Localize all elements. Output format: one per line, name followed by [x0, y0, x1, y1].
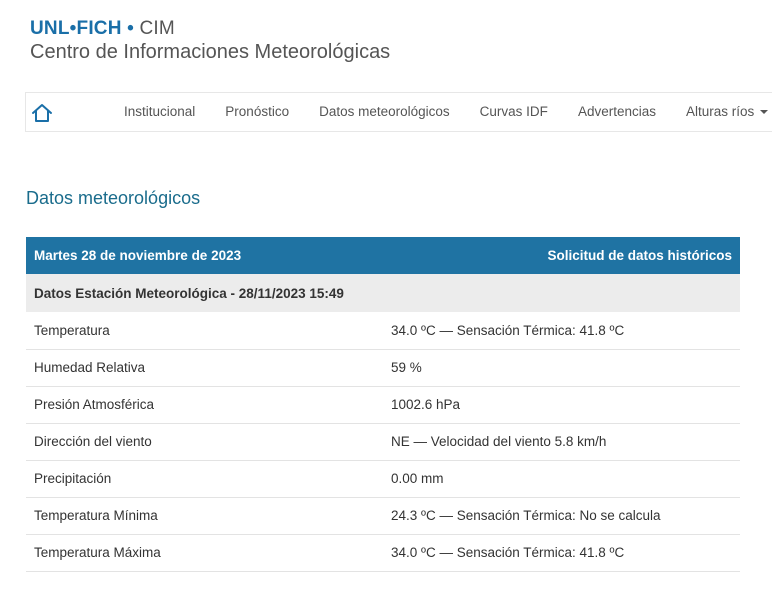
- table-row: [26, 312, 740, 349]
- row-value: 59 %: [391, 360, 422, 375]
- nav-item-alturas-rios[interactable]: [671, 93, 772, 131]
- row-label: Humedad Relativa: [34, 360, 146, 375]
- site-logo[interactable]: [30, 18, 390, 64]
- row-label: Presión Atmosférica: [34, 397, 155, 412]
- nav-item-alturas-rios-label: Alturas ríos: [685, 104, 755, 119]
- row-value: NE — Velocidad del viento 5.8 km/h: [391, 434, 607, 449]
- station-header: Datos Estación Meteorológica - 28/11/2023 15:49: [34, 285, 344, 301]
- row-value: 34.0 ºC — Sensación Térmica: 41.8 ºC: [391, 545, 625, 560]
- table-row: [26, 460, 740, 497]
- nav-item-curvas-idf[interactable]: Curvas IDF: [479, 104, 548, 119]
- row-value: 34.0 ºC — Sensación Térmica: 41.8 ºC: [391, 322, 625, 338]
- nav-item-institucional[interactable]: Institucional: [124, 104, 196, 119]
- table-row: [26, 386, 740, 423]
- logo-unl: UNL: [30, 18, 70, 39]
- page-title: Datos meteorológicos: [26, 188, 201, 208]
- row-label: Temperatura: [34, 322, 110, 338]
- logo-mark: [30, 18, 390, 40]
- row-label: Precipitación: [34, 471, 112, 486]
- row-value: 24.3 ºC — Sensación Térmica: No se calcula: [391, 508, 661, 523]
- logo-cim: CIM: [139, 18, 175, 39]
- nav-item-pronostico[interactable]: Pronóstico: [225, 104, 290, 119]
- home-icon[interactable]: [31, 103, 53, 123]
- logo-fich: FICH: [76, 18, 122, 39]
- table-row: [26, 349, 740, 386]
- row-label: Temperatura Máxima: [34, 545, 161, 560]
- history-request-link[interactable]: Solicitud de datos históricos: [547, 248, 732, 263]
- logo-subtitle: Centro de Informaciones Meteorológicas: [30, 41, 391, 63]
- row-label: Dirección del viento: [34, 434, 152, 449]
- table-header-row: [26, 237, 740, 274]
- table-date: Martes 28 de noviembre de 2023: [34, 248, 242, 263]
- table-row: [26, 423, 740, 460]
- row-value: 1002.6 hPa: [391, 397, 461, 412]
- nav-menu: [109, 93, 772, 131]
- table-row: [26, 497, 740, 534]
- main-navbar: [25, 92, 772, 132]
- chevron-down-icon: [760, 110, 768, 114]
- table-row: [26, 534, 740, 571]
- weather-data-table: [26, 237, 740, 572]
- logo-separator: •: [69, 18, 77, 39]
- station-header-row: [26, 274, 740, 312]
- logo-separator: •: [127, 18, 134, 39]
- row-value: 0.00 mm: [391, 471, 444, 486]
- row-label: Temperatura Mínima: [34, 508, 158, 523]
- nav-item-datos-meteorologicos[interactable]: Datos meteorológicos: [319, 104, 450, 119]
- nav-item-advertencias[interactable]: Advertencias: [577, 104, 656, 119]
